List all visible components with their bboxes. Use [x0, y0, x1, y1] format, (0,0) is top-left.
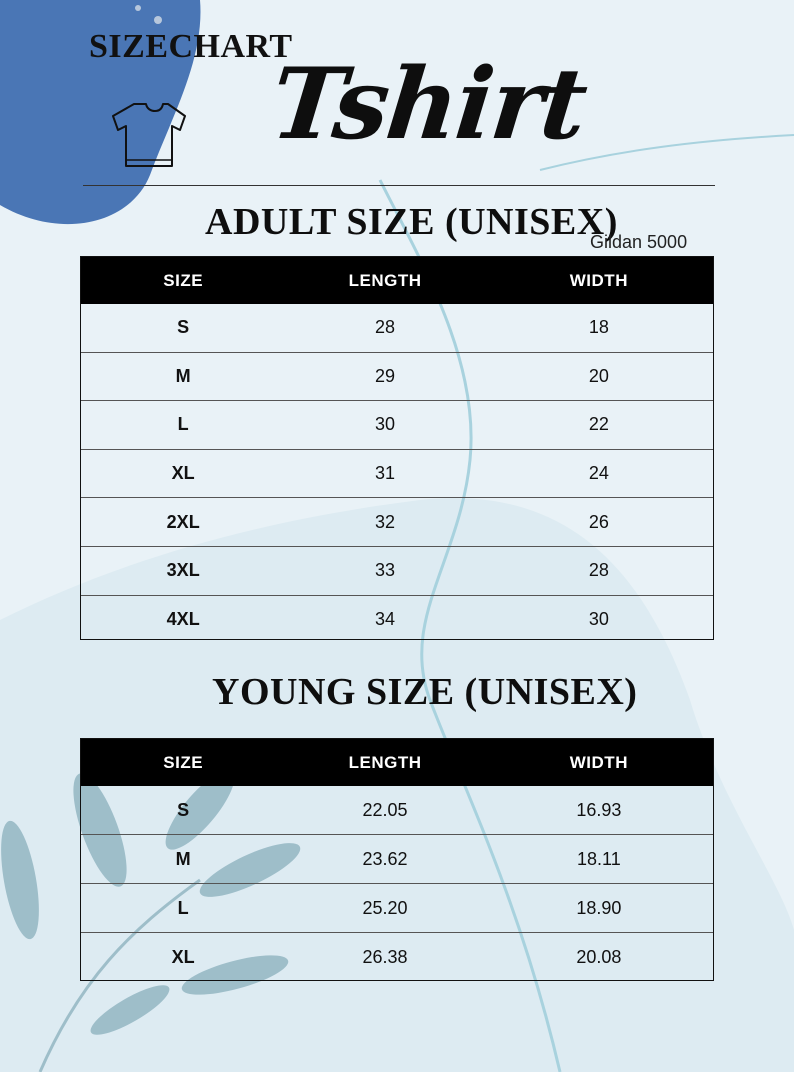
- table-row: [81, 547, 713, 596]
- table-header: [81, 739, 713, 786]
- size-cell: L: [177, 414, 189, 435]
- width-cell: 28: [588, 560, 609, 581]
- table-row: [81, 401, 713, 450]
- table-row: [81, 498, 713, 547]
- length-cell: 25.20: [362, 897, 408, 918]
- size-cell: 2XL: [166, 511, 200, 532]
- width-cell: 26: [588, 511, 609, 532]
- adult-size-heading: ADULT SIZE (UNISEX): [205, 201, 618, 243]
- size-cell: XL: [171, 463, 195, 484]
- column-header-width: WIDTH: [569, 752, 628, 772]
- brand-note: Gildan 5000: [590, 232, 688, 252]
- table-row: [81, 304, 713, 353]
- adult-size-table: [80, 256, 714, 640]
- width-cell: 18.90: [576, 897, 622, 918]
- size-cell: M: [175, 365, 191, 386]
- young-size-heading: YOUNG SIZE (UNISEX): [212, 671, 638, 713]
- length-cell: 26.38: [362, 946, 408, 967]
- width-cell: 18: [588, 317, 609, 338]
- length-cell: 33: [375, 560, 396, 581]
- table-row: [81, 933, 713, 981]
- width-cell: 22: [588, 414, 609, 435]
- length-cell: 23.62: [362, 848, 408, 869]
- width-cell: 18.11: [577, 848, 621, 869]
- size-cell: 3XL: [166, 560, 200, 581]
- column-header-length: LENGTH: [348, 270, 422, 290]
- tshirt-icon: [110, 100, 188, 170]
- length-cell: 30: [375, 414, 396, 435]
- table-row: [81, 786, 713, 835]
- length-cell: 32: [375, 511, 396, 532]
- tshirt-title: Tshirt: [266, 47, 591, 162]
- header-divider: [83, 185, 715, 186]
- column-header-size: SIZE: [163, 270, 204, 290]
- table-row: [81, 835, 713, 884]
- size-cell: M: [175, 848, 191, 869]
- size-cell: XL: [171, 946, 195, 967]
- table-row: [81, 884, 713, 933]
- table-row: [81, 596, 713, 644]
- width-cell: 20.08: [576, 946, 622, 967]
- length-cell: 29: [375, 365, 396, 386]
- table-header: [81, 257, 713, 304]
- young-size-table: [80, 738, 714, 981]
- length-cell: 31: [375, 463, 396, 484]
- size-cell: S: [177, 799, 190, 820]
- width-cell: 20: [588, 365, 609, 386]
- table-row: [81, 353, 713, 402]
- length-cell: 28: [375, 317, 396, 338]
- size-cell: L: [177, 897, 189, 918]
- length-cell: 22.05: [362, 799, 408, 820]
- column-header-length: LENGTH: [348, 752, 422, 772]
- size-cell: S: [177, 317, 190, 338]
- column-header-size: SIZE: [163, 752, 204, 772]
- length-cell: 34: [375, 608, 396, 629]
- table-row: [81, 450, 713, 499]
- column-header-width: WIDTH: [569, 270, 628, 290]
- width-cell: 30: [588, 608, 609, 629]
- width-cell: 16.93: [576, 799, 622, 820]
- sizechart-label: SIZECHART: [89, 28, 293, 65]
- size-cell: 4XL: [166, 608, 200, 629]
- width-cell: 24: [588, 463, 609, 484]
